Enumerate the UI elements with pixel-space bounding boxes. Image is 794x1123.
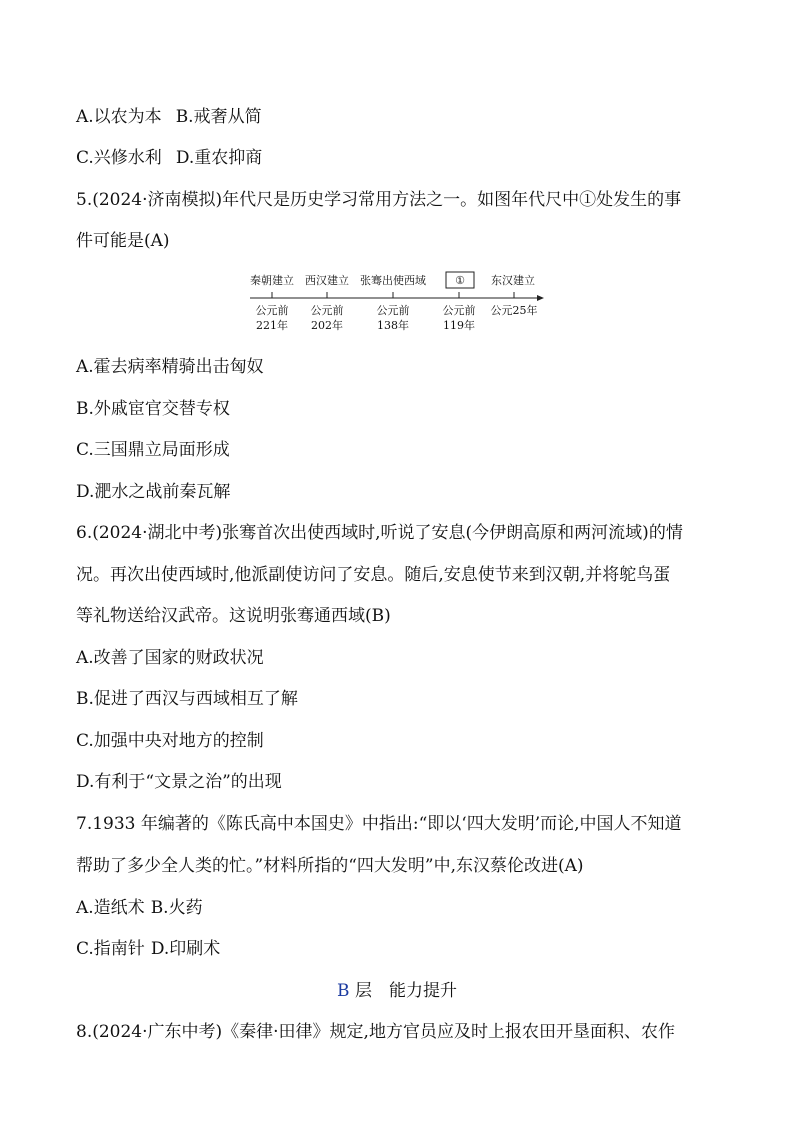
timeline-date: 公元前 [310,304,344,317]
q4-option-d: D.重农抑商 [175,148,263,168]
q7-option-c: C.指南针 [76,939,145,959]
q5-stem-line-2: 件可能是(A) [76,231,170,251]
timeline-event-label: 张骞出使西域 [360,274,426,287]
q7-stem-line-2: 帮助了多少全人类的忙。”材料所指的“四大发明”中,东汉蔡伦改进(A) [76,856,584,876]
timeline-event-label: 秦朝建立 [250,274,294,287]
q6-stem-line-3: 等礼物送给汉武帝。这说明张骞通西域(B) [76,606,391,626]
timeline-date: 公元25年 [490,304,538,317]
q6-option-d: D.有利于“文景之治”的出现 [76,772,282,792]
q6-option-a: A.改善了国家的财政状况 [76,648,264,668]
timeline-date: 公元前 [442,304,476,317]
q6-stem-line-1: 6.(2024·湖北中考)张骞首次出使西域时,听说了安息(今伊朗高原和两河流域)的情 [76,523,683,543]
timeline-event-label: ① [455,274,465,287]
q5-stem-line-1: 5.(2024·济南模拟)年代尺是历史学习常用方法之一。如图年代尺中①处发生的事 [76,190,682,210]
section-letter: B [337,981,350,1001]
q7-stem-line-1: 7.1933 年编著的《陈氏高中本国史》中指出:“即以‘四大发明’而论,中国人不知道 [76,814,682,834]
timeline-date: 138年 [377,319,409,332]
q4-option-a: A.以农为本 [76,107,162,127]
q6-option-b: B.促进了西汉与西域相互了解 [76,689,298,709]
section-heading [0,980,794,1002]
q7-options-row-2 [76,938,220,960]
timeline-date: 221年 [256,319,288,332]
timeline-arrow-icon [537,295,544,301]
q7-option-b: B.火药 [150,898,203,918]
q5-option-c: C.三国鼎立局面形成 [76,440,230,460]
timeline-event-label: 东汉建立 [491,274,535,287]
q7-option-d: D.印刷术 [150,939,221,959]
q4-option-b: B.戒奢从简 [175,107,262,127]
q6-option-c: C.加强中央对地方的控制 [76,731,264,751]
q5-option-d: D.淝水之战前秦瓦解 [76,482,231,502]
q7-option-a: A.造纸术 [76,898,145,918]
q5-option-b: B.外戚宦官交替专权 [76,399,230,419]
section-title: 层 能力提升 [354,981,457,1001]
q4-options-row-1 [76,106,262,128]
q6-stem-line-2: 况。再次出使西域时,他派副使访问了安息。随后,安息使节来到汉朝,并将鸵鸟蛋 [76,565,671,585]
timeline-date: 202年 [311,319,343,332]
q7-options-row-1 [76,897,203,919]
timeline-date: 119年 [443,319,475,332]
q4-options-row-2 [76,147,262,169]
q5-option-a: A.霍去病率精骑出击匈奴 [76,357,264,377]
timeline-date: 公元前 [376,304,410,317]
q8-stem-line-1: 8.(2024·广东中考)《秦律·田律》规定,地方官员应及时上报农田开垦面积、农作 [76,1022,675,1042]
q4-option-c: C.兴修水利 [76,148,162,168]
timeline-diagram [248,268,548,338]
timeline-date: 公元前 [255,304,289,317]
timeline-event-label: 西汉建立 [305,274,349,287]
